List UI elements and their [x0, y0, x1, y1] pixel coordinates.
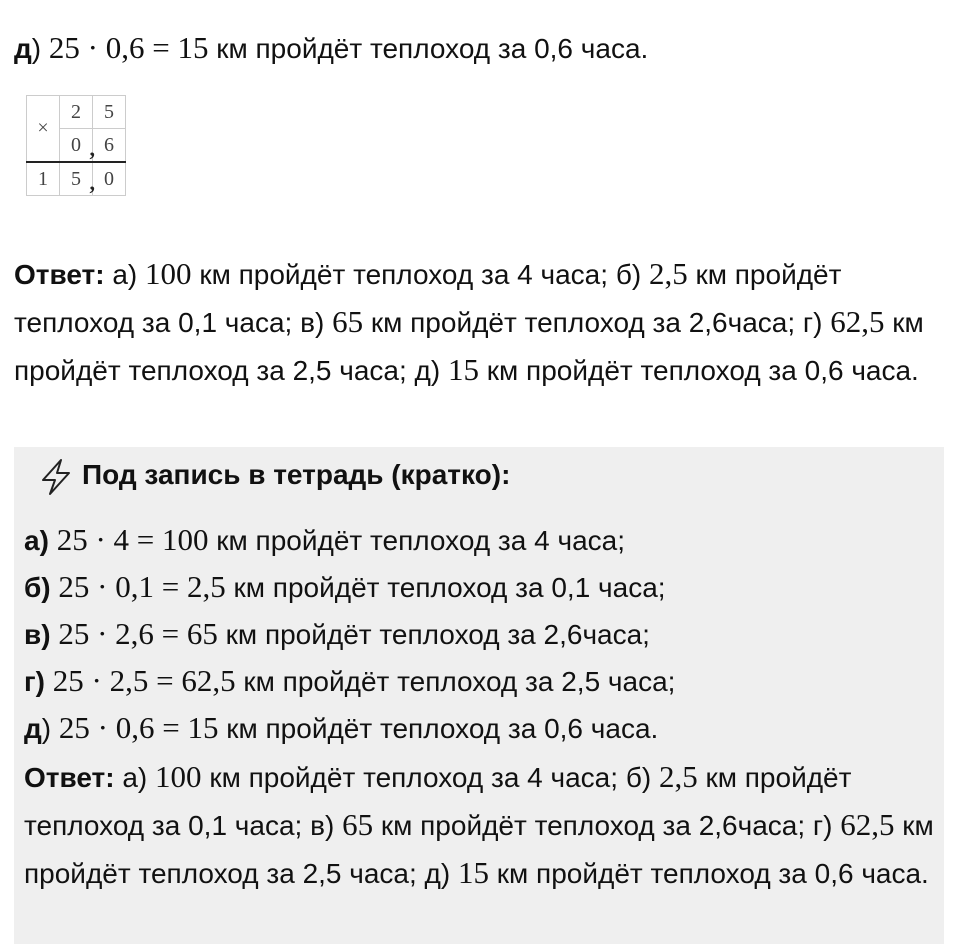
- lightning-icon: [36, 457, 76, 497]
- digit-cell: 5: [93, 96, 126, 129]
- note-answer-paragraph: Ответ: а) 100 км пройдёт теплоход за 4 часа; б) 2,5 км пройдёт теплоход за 0,1 часа; в) 65 км пройдёт теплоход за 2,6часа; г) 62,5 км пройдёт теплоход за 2,5 часа; д) 15 км пройдёт теплоход за 0,6 часа.: [24, 759, 934, 890]
- note-title: Под запись в тетрадь (кратко):: [36, 455, 510, 497]
- digit-cell: 6: [93, 129, 126, 163]
- equation: 25 · 0,6 = 15: [48, 30, 209, 65]
- item-label: д: [14, 33, 32, 64]
- multiply-sign: ×: [27, 96, 60, 163]
- note-line-d: д) 25 · 0,6 = 15 км пройдёт теплоход за 0,6 часа.: [24, 710, 659, 745]
- top-solution-line: [14, 25, 648, 72]
- digit-cell: 0: [93, 162, 126, 196]
- solution-text: км пройдёт теплоход за 0,6 часа.: [208, 33, 649, 64]
- answer-label: Ответ:: [14, 259, 105, 290]
- note-line-a: а) 25 · 4 = 100 км пройдёт теплоход за 4 часа;: [24, 522, 625, 557]
- decimal-comma: ,: [89, 136, 95, 161]
- notebook-summary-box: [14, 447, 944, 944]
- digit-cell: 0 ,: [60, 129, 93, 163]
- digit-cell: 1: [27, 162, 60, 196]
- answer-paragraph: Ответ: а) 100 км пройдёт теплоход за 4 часа; б) 2,5 км пройдёт теплоход за 0,1 часа; в) 65 км пройдёт теплоход за 2,6часа; г) 62,5 км пройдёт теплоход за 2,5 часа; д) 15 км пройдёт теплоход за 0,6 часа.: [14, 256, 924, 387]
- column-multiplication: [26, 95, 126, 196]
- item-paren: ): [31, 33, 42, 64]
- note-line-b: б) 25 · 0,1 = 2,5 км пройдёт теплоход за 0,1 часа;: [24, 569, 666, 604]
- decimal-comma: ,: [89, 170, 95, 195]
- digit-cell: 2: [60, 96, 93, 129]
- note-line-g: г) 25 · 2,5 = 62,5 км пройдёт теплоход за 2,5 часа;: [24, 663, 676, 698]
- digit-cell: 5 ,: [60, 162, 93, 196]
- note-line-v: в) 25 · 2,6 = 65 км пройдёт теплоход за 2,6часа;: [24, 616, 650, 651]
